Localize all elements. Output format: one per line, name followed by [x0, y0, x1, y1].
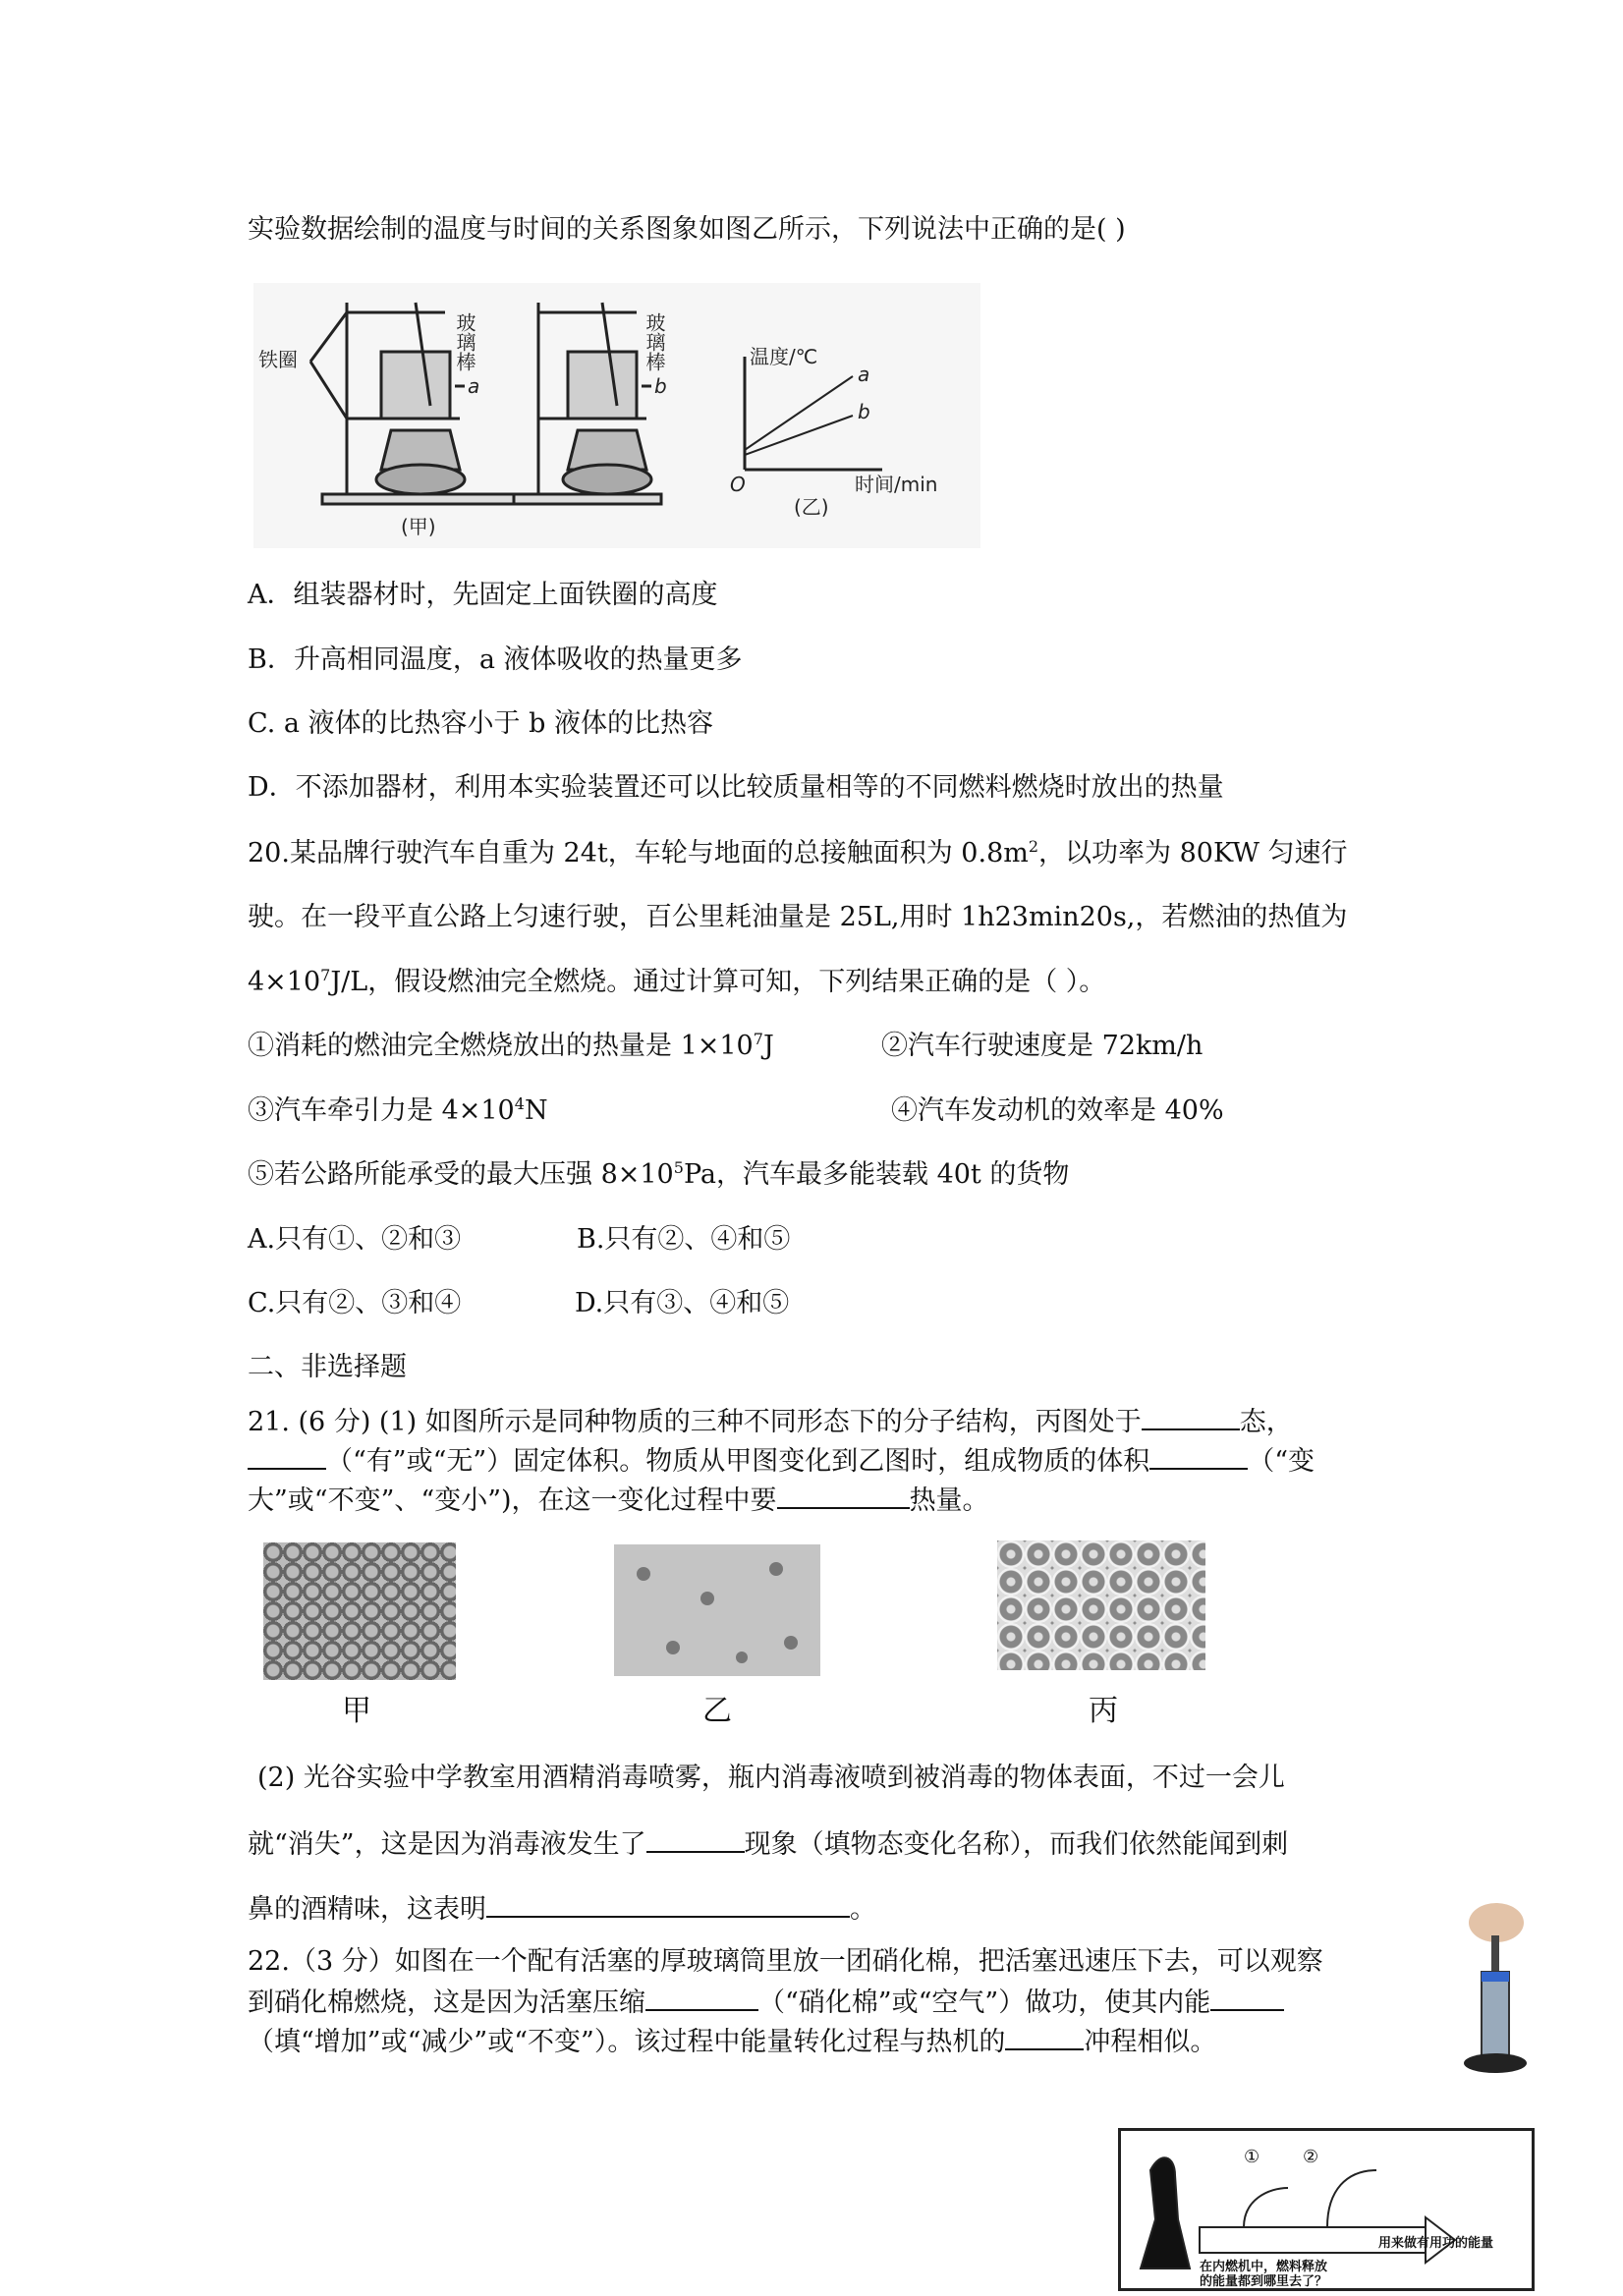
q20-line-2: 驶。在一段平直公路上匀速行驶，百公里耗油量是 25L,用时 1h23min20s,，若燃油的热值为 — [248, 902, 1348, 932]
q20-option-a: A.只有①、②和③ — [248, 1224, 462, 1255]
statement-2: ②汽车行驶速度是 72km/h — [881, 1031, 1203, 1061]
section-heading: 二、非选择题 — [248, 1352, 407, 1382]
origin-label: O — [730, 473, 746, 496]
q21-line-2: （“有”或“无”）固定体积。物质从甲图变化到乙图时，组成物质的体积 （“变 — [248, 1442, 1315, 1480]
option-d: D．不添加器材，利用本实验装置还可以比较质量相等的不同燃料燃烧时放出的热量 — [248, 772, 1224, 803]
question-19-stem: 实验数据绘制的温度与时间的关系图象如图乙所示，下列说法中正确的是( ) — [248, 214, 1126, 245]
q21-part2-line-1: (2) 光谷实验中学教室用酒精消毒喷雾，瓶内消毒液喷到被消毒的物体表面，不过一会儿 — [257, 1763, 1285, 1793]
iron-ring-label: 铁圈 — [258, 348, 298, 371]
answer-blank[interactable] — [1149, 1442, 1248, 1470]
q20-option-b: B.只有②、④和⑤ — [577, 1224, 791, 1255]
q20-line-1: 20.某品牌行驶汽车自重为 24t，车轮与地面的总接触面积为 $0.8m^2$，以功率为 80KW 匀速行 — [248, 837, 1348, 868]
option-b: B．升高相同温度，a 液体吸收的热量更多 — [248, 644, 743, 675]
answer-blank[interactable] — [645, 1984, 758, 2011]
answer-blank[interactable] — [1142, 1403, 1240, 1430]
option-c: C. a 液体的比热容小于 b 液体的比热容 — [248, 708, 713, 739]
useful-energy-label: 用来做有用功的能量 — [1378, 2236, 1494, 2251]
answer-blank[interactable] — [646, 1825, 745, 1853]
q20-option-c: C.只有②、③和④ — [248, 1288, 462, 1318]
engine-energy-figure — [1118, 2128, 1535, 2291]
liquid-molecule-image — [997, 1540, 1205, 1670]
q22-line-2: 到硝化棉燃烧，这是因为活塞压缩 （“硝化棉”或“空气”）做功，使其内能 — [248, 1984, 1284, 2021]
energy-flow-diagram — [1121, 2131, 1532, 2288]
statement-5: ⑤若公路所能承受的最大压强 $8\times 10^5Pa$，汽车最多能装载 40t 的货物 — [248, 1158, 1070, 1190]
question-line-2: 的能量都到哪里去了？ — [1200, 2274, 1328, 2288]
statement-1: ①消耗的燃油完全燃烧放出的热量是 $1\times 10^7J$ — [248, 1030, 774, 1061]
y-axis-label: 温度/℃ — [750, 345, 818, 368]
q22-line-3: （填“增加”或“减少”或“不变”）。该过程中能量转化过程与热机的 冲程相似。 — [248, 2023, 1216, 2060]
answer-blank[interactable] — [1005, 2023, 1084, 2050]
glass-rod-label-1: 玻璃棒 — [453, 312, 476, 371]
liquid-a-label: a — [468, 374, 480, 398]
solid-molecule-image — [263, 1542, 456, 1680]
piston-cylinder-drawing — [1452, 1901, 1535, 2078]
q20-option-d: D.只有③、④和⑤ — [575, 1288, 790, 1318]
line-a-label: a — [858, 363, 870, 386]
caption-bing: 丙 — [1089, 1694, 1118, 1728]
gas-molecule-image — [614, 1544, 820, 1676]
answer-blank[interactable] — [777, 1482, 910, 1509]
experiment-apparatus-diagram — [253, 283, 980, 548]
loss-1-label: ① — [1244, 2147, 1260, 2167]
q21-line-3: 大”或“不变”、“变小”)，在这一变化过程中要 热量。 — [248, 1482, 989, 1519]
gas-particles — [614, 1544, 820, 1676]
piston-cylinder-image — [1452, 1901, 1535, 2078]
statement-3: ③汽车牵引力是 $4\times 10^4N$ — [248, 1094, 548, 1126]
answer-blank[interactable] — [1210, 1984, 1284, 2011]
answer-blank[interactable] — [248, 1442, 326, 1470]
liquid-b-label: b — [654, 374, 667, 398]
loss-2-label: ② — [1303, 2147, 1319, 2167]
x-axis-label: 时间/min — [855, 473, 938, 496]
caption-yi: 乙 — [702, 1694, 732, 1728]
q22-line-1: 22.（3 分）如图在一个配有活塞的厚玻璃筒里放一团硝化棉，把活塞迅速压下去，可以观察 — [248, 1946, 1323, 1977]
q21-line-1: 21. (6 分) (1) 如图所示是同种物质的三种不同形态下的分子结构，丙图处于 态， — [248, 1403, 1293, 1440]
q21-part2-line-2: 就“消失”，这是因为消毒液发生了 现象（填物态变化名称），而我们依然能闻到刺 — [248, 1825, 1288, 1863]
glass-rod-label-2: 玻璃棒 — [643, 312, 666, 371]
figure-yi-label: (乙) — [794, 495, 829, 519]
q21-part2-line-3: 鼻的酒精味，这表明 。 — [248, 1890, 876, 1928]
answer-blank[interactable] — [486, 1890, 850, 1918]
question-line-1: 在内燃机中，燃料释放 — [1200, 2260, 1328, 2274]
option-a: A．组装器材时，先固定上面铁圈的高度 — [248, 580, 718, 610]
figure-jia-label: (甲) — [401, 515, 436, 538]
caption-jia: 甲 — [342, 1694, 371, 1728]
statement-4: ④汽车发动机的效率是 40% — [891, 1095, 1224, 1126]
heating-experiment-figure — [253, 283, 980, 548]
line-b-label: b — [858, 400, 870, 423]
q20-line-3: $4\times 10^7J/L$，假设燃油完全燃烧。通过计算可知，下列结果正确的是（ ）。 — [248, 966, 1106, 997]
